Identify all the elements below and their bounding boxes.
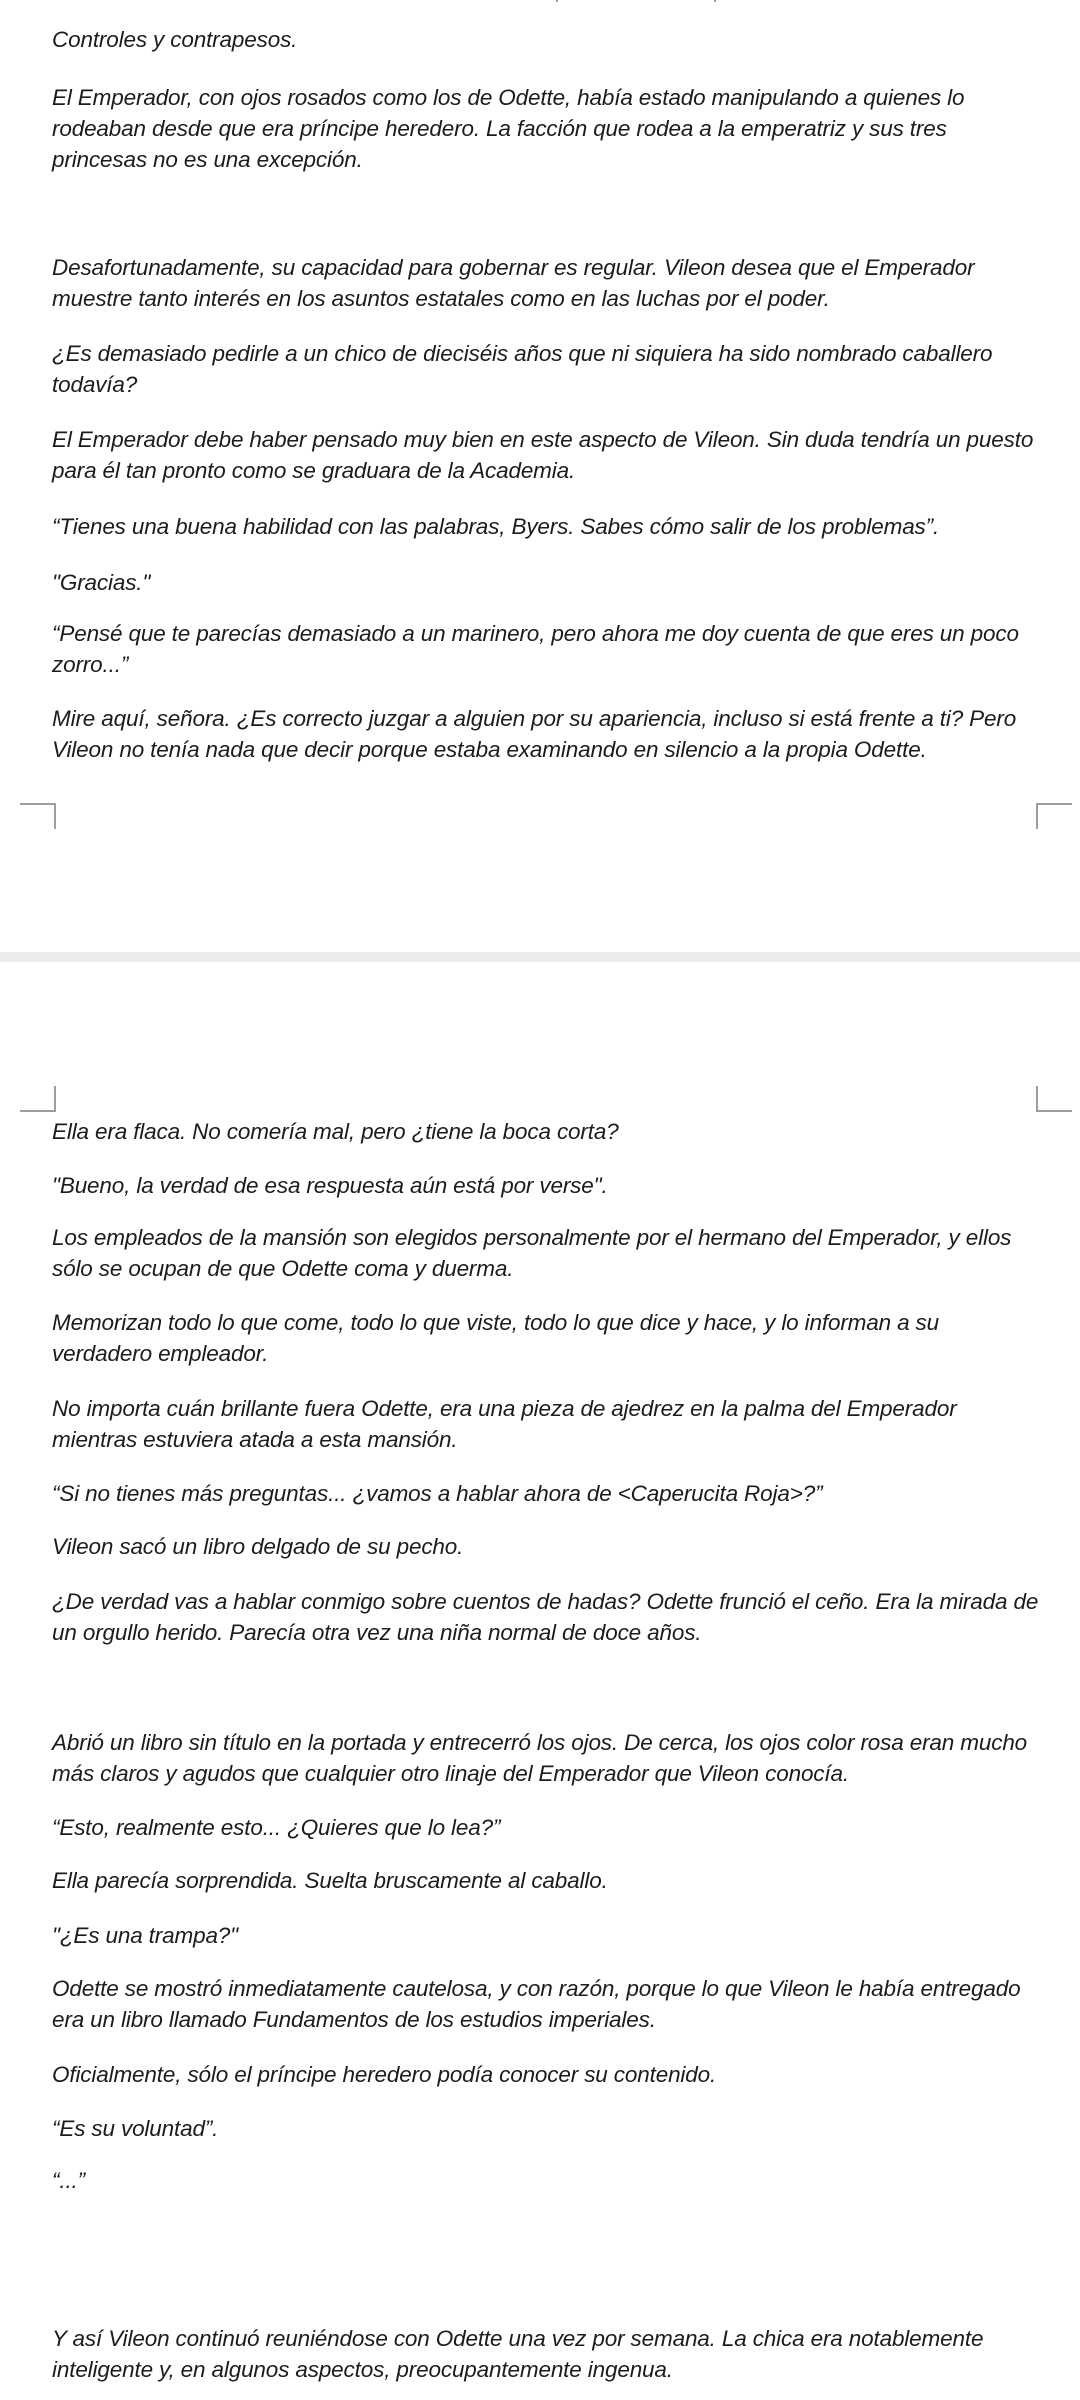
paragraph: Odette se mostró inmediatamente cautelosa, y con razón, porque lo que Vileon le había entregado era un libro llamado Fundamentos de los estudios imperiales. (52, 1976, 1021, 2032)
paragraph: “Tienes una buena habilidad con las palabras, Byers. Sabes cómo salir de los problemas”. (52, 514, 940, 539)
paragraph: “Pensé que te parecías demasiado a un marinero, pero ahora me doy cuenta de que eres un poco zorro...” (52, 621, 1019, 677)
paragraph: ¿Es demasiado pedirle a un chico de dieciséis años que ni siquiera ha sido nombrado caballero todavía? (52, 341, 993, 397)
paragraph: "Bueno, la verdad de esa respuesta aún está por verse". (52, 1173, 608, 1198)
paragraph: “Si no tienes más preguntas... ¿vamos a hablar ahora de <Caperucita Roja>?” (52, 1481, 823, 1506)
page-separator (0, 952, 1080, 962)
paragraph: Memorizan todo lo que come, todo lo que viste, todo lo que dice y hace, y lo informan a su verdadero empleador. (52, 1310, 940, 1366)
paragraph: Ella parecía sorprendida. Suelta bruscamente al caballo. (52, 1868, 608, 1893)
paragraph: “Esto, realmente esto... ¿Quieres que lo lea?” (52, 1815, 501, 1840)
page-corner-mark (20, 803, 56, 829)
paragraph: Vileon sacó un libro delgado de su pecho. (52, 1534, 464, 1559)
paragraph: "¿Es una trampa?" (52, 1923, 239, 1948)
page-corner-mark (1036, 1086, 1072, 1112)
page-top-edge-mark (556, 0, 716, 2)
paragraph: Mire aquí, señora. ¿Es correcto juzgar a alguien por su apariencia, incluso si está frente a ti? Pero Vileon no tenía nada que decir porque estaba examinando en silencio a la propia Odette. (52, 706, 1017, 762)
paragraph: Y así Vileon continuó reuniéndose con Odette una vez por semana. La chica era notablemente inteligente y, en algunos aspectos, preocupantemente ingenua. (52, 2326, 984, 2382)
paragraph: Abrió un libro sin título en la portada y entrecerró los ojos. De cerca, los ojos color rosa eran mucho más claros y agudos que cualquier otro linaje del Emperador que Vileon conocía. (52, 1730, 1028, 1786)
paragraph: No importa cuán brillante fuera Odette, era una pieza de ajedrez en la palma del Emperador mientras estuviera atada a esta mansión. (52, 1396, 957, 1452)
paragraph: Los empleados de la mansión son elegidos personalmente por el hermano del Emperador, y ellos sólo se ocupan de que Odette coma y duerma. (52, 1225, 1012, 1281)
paragraph: “Es su voluntad”. (52, 2116, 219, 2141)
paragraph: Desafortunadamente, su capacidad para gobernar es regular. Vileon desea que el Emperador muestre tanto interés en los asuntos estatales como en las luchas por el poder. (52, 255, 975, 311)
paragraph: Oficialmente, sólo el príncipe heredero podía conocer su contenido. (52, 2062, 717, 2087)
paragraph: ¿De verdad vas a hablar conmigo sobre cuentos de hadas? Odette frunció el ceño. Era la mirada de un orgullo herido. Parecía otra vez una niña normal de doce años. (52, 1589, 1039, 1645)
paragraph: "Gracias." (52, 570, 151, 595)
paragraph: Controles y contrapesos. (52, 27, 298, 52)
page-corner-mark (1036, 803, 1072, 829)
paragraph: El Emperador, con ojos rosados como los de Odette, había estado manipulando a quienes lo rodeaban desde que era príncipe heredero. La facción que rodea a la emperatriz y sus tres princesas no es una excepción. (52, 85, 965, 172)
page-corner-mark (20, 1086, 56, 1112)
paragraph: “...” (52, 2168, 85, 2193)
paragraph: Ella era flaca. No comería mal, pero ¿tiene la boca corta? (52, 1119, 619, 1144)
paragraph: El Emperador debe haber pensado muy bien en este aspecto de Vileon. Sin duda tendría un puesto para él tan pronto como se graduara de la Academia. (52, 427, 1034, 483)
